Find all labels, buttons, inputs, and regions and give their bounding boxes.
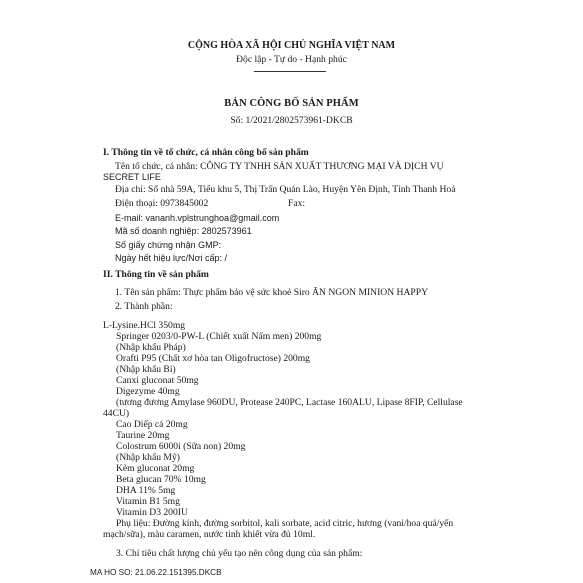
org-phone: Điện thoại: 0973845002	[115, 198, 209, 209]
org-tax-code: Mã số doanh nghiệp: 2802573961	[115, 226, 252, 236]
quality-criteria-label: 3. Chỉ tiêu chất lượng chủ yếu tạo nên công dụng của sản phẩm:	[116, 548, 363, 559]
gmp-number: Số giấy chứng nhận GMP:	[115, 240, 222, 250]
product-name: 1. Tên sản phẩm: Thực phẩm bảo vệ sức khoẻ Siro ĂN NGON MINION HAPPY	[115, 287, 429, 298]
ingredient-line: Springer 0203/0-PW-L (Chiết xuất Nấm men) 200mg	[116, 331, 322, 342]
ingredients-label: 2. Thành phần:	[115, 301, 173, 312]
org-address: Địa chỉ: Số nhà 59A, Tiểu khu 5, Thị Trấn Quán Lào, Huyện Yên Định, Tỉnh Thanh Hoá	[115, 184, 456, 195]
ingredient-line: Vitamin B1 5mg	[116, 496, 180, 507]
org-name: Tên tổ chức, cá nhân: CÔNG TY TNHH SẢN XUẤT THƯƠNG MẠI VÀ DỊCH VỤ	[115, 161, 444, 172]
motto-underline	[254, 71, 326, 72]
ingredient-line: DHA 11% 5mg	[116, 485, 176, 496]
ingredient-line: (Nhập khẩu Bỉ)	[116, 364, 176, 375]
ingredient-line: Digezyme 40mg	[116, 386, 180, 397]
ingredient-line: L-Lysine.HCl 350mg	[103, 320, 186, 331]
ingredient-line: Orafti P95 (Chất xơ hòa tan Oligofructose) 200mg	[116, 353, 310, 364]
gmp-expiry: Ngày hết hiệu lực/Nơi cấp: /	[115, 253, 227, 263]
org-fax: Fax:	[288, 198, 306, 209]
org-email: E-mail: vananh.vplstrunghoa@gmail.com	[115, 213, 280, 223]
ingredient-line: (tương đương Amylase 960DU, Protease 240PC, Lactase 160ALU, Lipase 8FIP, Cellulase	[116, 397, 463, 408]
ingredient-line: Beta glucan 70% 10mg	[116, 474, 206, 485]
ingredient-line: (Nhập khẩu Pháp)	[116, 342, 186, 353]
ingredient-line: Taurine 20mg	[116, 430, 170, 441]
section-1-heading: I. Thông tin về tổ chức, cá nhân công bố sản phẩm	[103, 147, 309, 158]
national-motto: Độc lập - Tự do - Hạnh phúc	[236, 54, 347, 65]
ingredient-line: Colostrum 6000i (Sữa non) 20mg	[116, 441, 246, 452]
ingredient-line: Vitamin D3 200IU	[116, 507, 188, 518]
ingredient-line: Kẽm gluconat 20mg	[116, 463, 195, 474]
org-name-continued: SECRET LIFE	[103, 172, 161, 182]
ingredient-line: (Nhập khẩu Mỹ)	[116, 452, 180, 463]
ingredient-line: 44CU)	[103, 408, 130, 419]
ingredient-line: Canxi gluconat 50mg	[116, 375, 199, 386]
excipients-continued: mạch/sữa), màu caramen, nước tinh khiết vừa đủ 10ml.	[103, 529, 316, 540]
file-code: MA HO SO: 21.06.22.151395.DKCB	[90, 568, 222, 577]
document-number: Số: 1/2021/2802573961-DKCB	[230, 115, 353, 126]
nation-heading: CỘNG HÒA XÃ HỘI CHỦ NGHĨA VIỆT NAM	[187, 40, 396, 51]
section-2-heading: II. Thông tin về sản phẩm	[103, 269, 209, 280]
ingredient-line: Cao Diếp cá 20mg	[116, 419, 188, 430]
excipients: Phụ liệu: Đường kính, đường sorbitol, kali sorbate, acid citric, hương (vani/hoa quả/yến	[116, 518, 454, 529]
document-title: BẢN CÔNG BỐ SẢN PHẨM	[224, 98, 359, 109]
